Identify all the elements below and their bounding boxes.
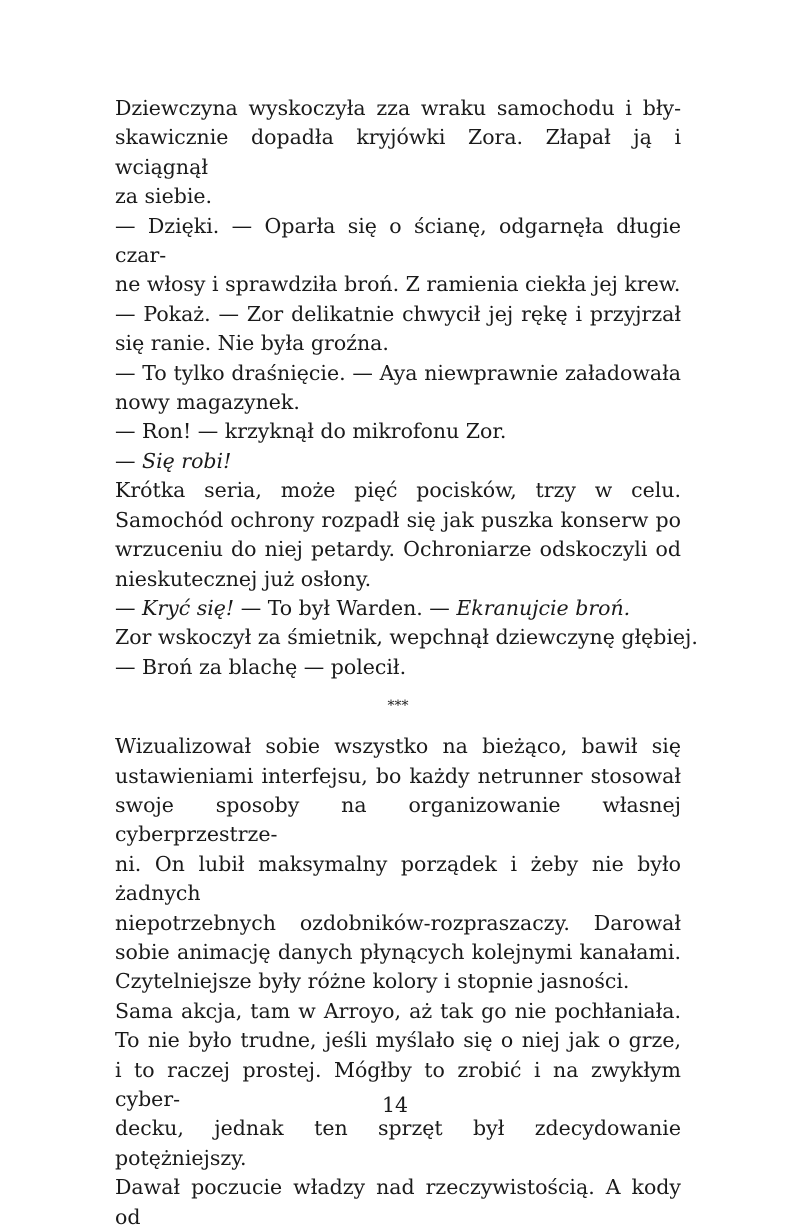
- text-line: Krótka seria, może pięć pocisków, trzy w celu.: [115, 478, 681, 503]
- text-line: i to raczej prostej. Mógłby to zrobić i na zwykłym cyber-: [115, 1057, 681, 1111]
- text-line: za siebie.: [115, 184, 213, 209]
- text-line: Czytelniejsze były różne kolory i stopnie jasności.: [115, 969, 630, 994]
- text-line: ni. On lubił maksymalny porządek i żeby nie było żadnych: [115, 851, 681, 906]
- text-line: ne włosy i sprawdziła broń. Z ramienia ciekła jej krew.: [115, 272, 681, 297]
- text-line: nowy magazynek.: [115, 390, 300, 415]
- text-line: Sama akcja, tam w Arroyo, aż tak go nie pochłaniała.: [115, 998, 681, 1023]
- text-line: nieskutecznej już osłony.: [115, 566, 372, 591]
- text-line: decku, jednak ten sprzęt był zdecydowanie potężniejszy.: [115, 1116, 681, 1170]
- text-line: Dawał poczucie władzy nad rzeczywistością. A kody od: [115, 1175, 681, 1229]
- page-body: [115, 94, 698, 1232]
- text-block-3: [115, 623, 698, 682]
- text-line: sobie animację danych płynących kolejnymi kanałami.: [115, 939, 681, 964]
- text-line-mixed: — Kryć się! — To był Warden. — Ekranujcie broń.: [115, 595, 631, 620]
- text-line: ustawieniami interfejsu, bo każdy netrunner stosował: [115, 763, 681, 788]
- text-block-2: [115, 476, 681, 594]
- text-line: Dziewczyna wyskoczyła zza wraku samochodu i bły-: [115, 96, 681, 120]
- section-separator: ***: [387, 698, 409, 715]
- text-line: — To tylko draśnięcie. — Aya niewprawnie załadowała: [115, 360, 681, 385]
- text-line: Samochód ochrony rozpadł się jak puszka konserw po: [115, 507, 681, 532]
- text-line: swoje sposoby na organizowanie własnej cyberprzestrze-: [115, 792, 681, 847]
- text-line: Wizualizował sobie wszystko na bieżąco, bawił się: [115, 734, 681, 759]
- text-block-1: [115, 94, 681, 447]
- text-line-italic: — Się robi!: [115, 448, 232, 473]
- text-line: skawicznie dopadła kryjówki Zora. Złapał ją i wciągnął: [115, 125, 681, 179]
- text-line: To nie było trudne, jeśli myślało się o niej jak o grze,: [115, 1028, 681, 1053]
- text-block-4: [115, 732, 681, 1232]
- text-line: — Ron! — krzyknął do mikrofonu Zor.: [115, 419, 507, 444]
- text-line: Zor wskoczył za śmietnik, wepchnął dziewczynę głębiej.: [115, 625, 698, 650]
- text-line: się ranie. Nie była groźna.: [115, 331, 389, 356]
- page-number: 14: [381, 1093, 409, 1117]
- text-line: niepotrzebnych ozdobników-rozpraszaczy. Darował: [115, 910, 681, 935]
- text-line: — Dzięki. — Oparła się o ścianę, odgarnęła długie czar-: [115, 213, 681, 268]
- text-line: — Broń za blachę — polecił.: [115, 654, 407, 679]
- text-line: wrzuceniu do niej petardy. Ochroniarze odskoczyli od: [115, 537, 681, 562]
- text-line: — Pokaż. — Zor delikatnie chwycił jej rękę i przyjrzał: [115, 301, 681, 326]
